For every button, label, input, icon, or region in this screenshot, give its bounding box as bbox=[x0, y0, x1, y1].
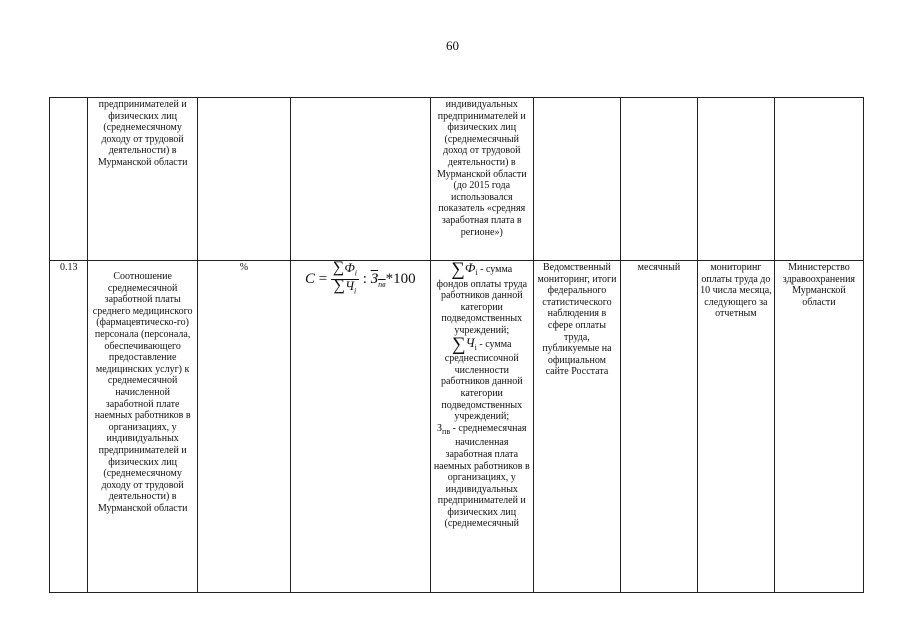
formula-numerator: $\sum Ф_i$ bbox=[331, 262, 359, 280]
cell-timing-prev bbox=[697, 98, 774, 261]
cell-number-prev bbox=[50, 98, 88, 261]
desc-ch-text: среднесписочной численности работников данной категории подведомственных учреждений; bbox=[440, 353, 523, 423]
formula-z: $З_{пв}$ bbox=[370, 271, 386, 290]
formula-colon: : bbox=[362, 271, 367, 288]
formula bbox=[304, 260, 416, 296]
cell-name bbox=[88, 261, 197, 593]
cell-timing: мониторинг оплаты труда до 10 числа месяца, следующего за отчетным bbox=[697, 261, 774, 593]
indicator-name: Соотношение среднемесячной заработной платы среднего медицинского (фармацевтическо-го) персонала (персонала, обеспечивающего предоставление медицинских услуг) к среднемесячной начисленной заработной плате наемных работников в организациях, у индивидуальных предпринимателей и физических лиц (среднемесячному доходу от трудовой деятельности) в Мурманской области bbox=[92, 271, 193, 514]
desc-z: $З_{пв}$ - среднемесячная начисленная заработная плата наемных работников в организациях, у индивидуальных предпринимателей и физических лиц (среднемесячный bbox=[433, 422, 530, 530]
table-row-continuation bbox=[50, 98, 864, 261]
cell-description-prev: индивидуальных предпринимателей и физических лиц (среднемесячный доход от трудовой деятельности) в Мурманской области (до 2015 года использовался показатель «средняя заработная плата в регионе») bbox=[430, 98, 533, 261]
cell-unit-prev bbox=[197, 98, 290, 261]
formula-tail: *100 bbox=[385, 271, 416, 288]
cell-periodicity-prev bbox=[620, 98, 697, 261]
desc-ch: $\sum Ч_i$ - сумма bbox=[452, 333, 512, 355]
cell-responsible-prev bbox=[774, 98, 863, 261]
cell-formula bbox=[290, 261, 430, 593]
indicator-table bbox=[49, 97, 864, 593]
cell-responsible: Министерство здравоохранения Мурманской области bbox=[774, 261, 863, 593]
formula-lhs: C bbox=[304, 271, 315, 288]
cell-number: 0.13 bbox=[50, 261, 88, 593]
formula-denominator: $\sum Ч_i$ bbox=[333, 277, 357, 296]
cell-description bbox=[430, 261, 533, 593]
cell-periodicity: месячный bbox=[620, 261, 697, 593]
formula-eq: = bbox=[318, 271, 328, 288]
cell-name-prev: предпринимателей и физических лиц (среднемесячному доходу от трудовой деятельности) в Мурманской области bbox=[88, 98, 197, 261]
cell-formula-prev bbox=[290, 98, 430, 261]
table-row-0-13 bbox=[50, 261, 864, 593]
desc-phi-text: фондов оплаты труда работников данной категории подведомственных учреждений; bbox=[436, 278, 528, 336]
desc-phi: $\sum Ф_i$ - сумма bbox=[451, 260, 513, 280]
page-number: 60 bbox=[446, 38, 459, 53]
formula-fraction bbox=[331, 262, 359, 297]
cell-source-prev bbox=[533, 98, 620, 261]
cell-unit: % bbox=[197, 261, 290, 593]
cell-source: Ведомственный мониторинг, итоги федерального статистического наблюдения в сфере оплаты труда, публикуемые на официальном сайте Росстата bbox=[533, 261, 620, 593]
